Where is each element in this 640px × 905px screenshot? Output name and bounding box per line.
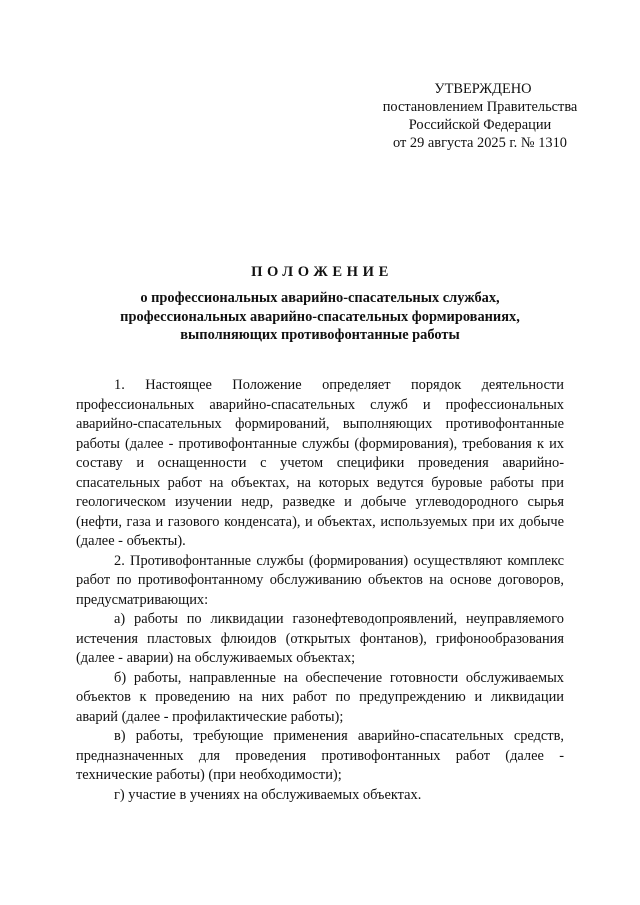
approval-line: Российской Федерации [408, 117, 552, 133]
subtitle-line: о профессиональных аварийно-спасательных службах, [140, 290, 500, 306]
document-subtitle [0, 289, 640, 345]
paragraph: г) участие в учениях на обслуживаемых объектах. [114, 786, 422, 803]
paragraph: а) работы по ликвидации газонефтеводопроявлений, неуправляемого истечения пластовых флюидов (открытых фонтанов), грифонообразования (далее - аварии) на обслуживаемых объектах; [76, 611, 564, 666]
approval-heading: УТВЕРЖДЕНО [434, 81, 532, 97]
document-title: ПОЛОЖЕНИЕ [251, 264, 393, 280]
approval-line: от 29 августа 2025 г. № 1310 [393, 135, 567, 151]
document-body [76, 376, 564, 805]
approval-line: постановлением Правительства [382, 99, 578, 115]
paragraph: 1. Настоящее Положение определяет порядок деятельности профессиональных аварийно-спасательных служб и профессиональных аварийно-спасательных формирований, выполняющих противофонтанные работы (далее - противофонтанные службы (формирования), требования к их составу и оснащенности с учетом специфики проведения аварийно-спасательных работ на объектах, на которых ведутся буровые работы при геологическом изучении недр, разведке и добыче углеводородного сырья (нефти, газа и газового конденсата), и объектах, используемых при их добыче (далее - объекты). [76, 377, 564, 549]
subtitle-line: выполняющих противофонтанные работы [180, 327, 460, 343]
approval-block [330, 80, 630, 152]
paragraph: б) работы, направленные на обеспечение готовности обслуживаемых объектов к проведению на них работ по предупреждению и ликвидации аварий (далее - профилактические работы); [76, 669, 564, 725]
paragraph: 2. Противофонтанные службы (формирования) осуществляют комплекс работ по противофонтанному обслуживанию объектов на основе договоров, предусматривающих: [76, 552, 564, 608]
subtitle-line: профессиональных аварийно-спасательных формированиях, [120, 308, 520, 325]
paragraph: в) работы, требующие применения аварийно-спасательных средств, предназначенных для проведения противофонтанных работ (далее - технические работы) (при необходимости); [76, 728, 564, 783]
